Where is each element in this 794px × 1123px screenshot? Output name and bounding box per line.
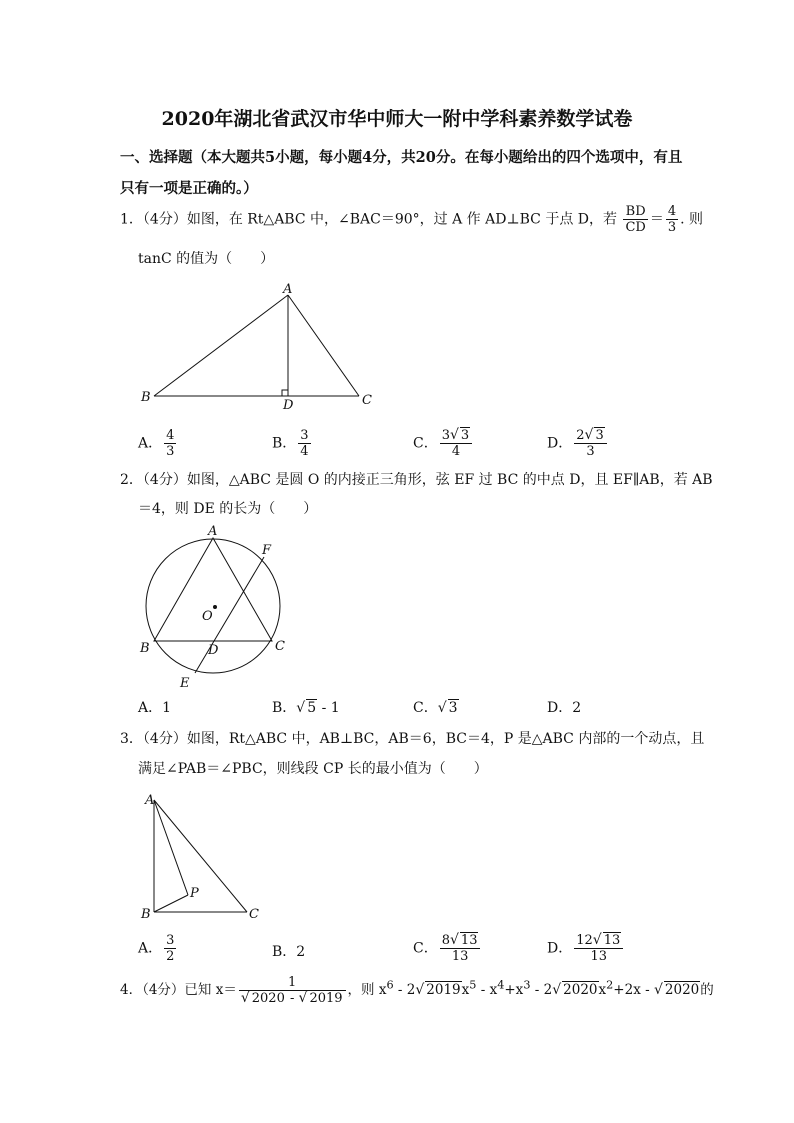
q4-rad2: 2020 [563,982,598,998]
q1-val-den: 3 [667,220,677,235]
q2-label-f: F [262,543,272,558]
q3-option-b-value: 2 [296,944,306,960]
q1-text-b: . 则 [680,211,704,228]
q1-label-c: C [362,393,372,408]
q1-option-c-coef: 3 [441,428,450,443]
q4-t3: - x [476,982,498,998]
page-title: 2020年湖北省武汉市华中师大一附中学科素养数学试卷 [161,108,633,130]
q2-option-d-value: 2 [572,700,582,716]
q2-option-b-rest: - 1 [317,700,340,716]
q1-option-b-num: 3 [300,428,309,443]
q2-option-b-radicand: 5 [307,700,317,716]
radical-sign-icon: √ [296,700,306,716]
q1-option-d-den: 3 [586,444,595,459]
q1-label-b: B [141,390,151,405]
radical-sign-icon: √ [552,982,562,998]
radical-sign-icon: √ [653,982,663,998]
radical-sign-icon: √ [584,427,594,443]
q3-option-c-den: 13 [451,949,469,964]
radical-sign-icon: √ [240,990,250,1006]
q2-label-o: O [202,609,213,624]
q3-segment-ap [154,800,188,895]
q2-label-e: E [180,676,190,691]
q2-option-b-label: B． [272,700,297,716]
q3-option-c-fraction [440,933,481,964]
q4-t4: +x [504,982,524,998]
radical-sign-icon: √ [415,982,425,998]
radical-sign-icon: √ [450,932,459,948]
q3-option-c-coef: 8 [441,933,450,948]
q1-option-a-num: 4 [166,428,175,443]
q3-option-a[interactable] [138,933,178,964]
q1-option-d-radicand: 3 [595,428,604,443]
q3-label-c: C [249,907,259,922]
q3-side-ac [154,800,247,912]
q1-option-b-label: B． [272,435,297,452]
q4-exp3: 3 [523,978,531,992]
q2-stem-line1: 2．（4分）如图，△ABC 是圆 O 的内接正三角形，弦 EF 过 BC 的中点 D，且 EF∥AB，若 AB [120,472,713,488]
q3-option-d-radicand: 13 [603,933,621,948]
q3-label-a: A [145,793,155,808]
q3-option-a-num: 3 [166,933,175,948]
q4-mid: ，则 x [347,982,387,998]
q1-ratio-den: CD [625,220,646,235]
q4-t2: x [461,982,470,998]
q4-t8: 的 [700,982,714,998]
q3-option-d-coef: 12 [576,933,593,948]
q2-option-a-value: 1 [162,700,172,716]
q4-stem-line1 [120,975,714,1006]
q2-label-a: A [208,524,218,539]
q1-option-c-radicand: 3 [460,428,470,443]
q3-option-d-label: D． [547,940,573,957]
q1-option-d-label: D． [547,435,573,452]
q4-den-rad1: 2020 [251,991,285,1006]
q3-option-b[interactable] [272,941,305,961]
q1-stem-line2: tanC 的值为（ ） [138,251,275,267]
q3-option-c[interactable] [413,933,482,964]
q3-option-c-label: C． [413,940,438,957]
q3-label-b: B [141,907,151,922]
q1-option-b-den: 4 [300,444,309,459]
q1-option-a-label: A． [138,435,163,452]
q4-exp6: 6 [386,978,394,992]
q4-t1: - 2 [393,982,416,998]
q3-option-a-fraction [164,933,176,964]
q2-label-d: D [208,643,219,658]
q3-label-p: P [190,886,199,901]
q3-option-d-den: 13 [590,949,608,964]
q2-stem-line2: ＝4，则 DE 的长为（ ） [138,501,318,517]
q1-option-a-den: 3 [166,444,175,459]
q3-option-c-radicand: 13 [460,933,478,948]
radical-sign-icon: √ [592,932,602,948]
q2-option-c-label: C． [413,700,438,716]
q3-option-d-fraction [574,933,623,964]
radical-sign-icon: √ [450,427,459,443]
q3-stem-line2: 满足∠PAB＝∠PBC，则线段 CP 长的最小值为（ ） [138,761,488,777]
q4-t5: - 2 [530,982,553,998]
q1-text-a: 1．（4分）如图，在 Rt△ABC 中，∠BAC＝90°，过 A 作 AD⊥BC 于点 D，若 [120,211,618,228]
q1-option-c-label: C． [413,435,438,452]
q4-den-minus: - [285,991,299,1006]
q2-label-b: B [140,641,150,656]
q4-rad3: 2020 [664,982,700,998]
q2-label-c: C [275,639,285,654]
q4-exp2: 2 [606,978,614,992]
q1-eq: ＝ [649,211,664,228]
q3-option-b-label: B． [272,944,297,960]
q4-exp4: 4 [497,978,505,992]
q4-x-fraction [239,975,346,1006]
q4-rad1: 2019 [426,982,461,998]
q3-stem-line1: 3．（4分）如图，Rt△ABC 中，AB⊥BC，AB＝6，BC＝4，P 是△ABC 内部的一个动点，且 [120,731,705,747]
q1-label-a: A [283,282,293,297]
q4-den-rad2: 2019 [309,991,343,1006]
q2-option-a-label: A． [138,700,163,716]
q1-val-num: 4 [667,204,677,219]
q3-option-d[interactable] [547,933,625,964]
q3-option-a-label: A． [138,940,163,957]
q4-exp5: 5 [469,978,477,992]
radical-sign-icon: √ [298,990,308,1006]
q3-segment-bp [154,895,188,912]
section-header-line2: 只有一项是正确的。） [120,180,258,197]
q1-label-d: D [283,398,294,413]
q4-frac-num: 1 [239,975,346,991]
q1-option-d-coef: 2 [576,428,585,443]
section-header-line1: 一、选择题（本大题共5小题，每小题4分，共20分。在每小题给出的四个选项中，有且 [120,149,683,166]
q1-ratio-num: BD [623,204,647,220]
radical-sign-icon: √ [437,700,447,716]
q2-option-c-radicand: 3 [448,700,458,716]
q3-option-a-den: 2 [166,949,175,964]
q4-t6: x [598,982,607,998]
q4-t7: +2x - [613,982,654,998]
q2-option-d-label: D． [547,700,573,716]
q4-prefix: 4．（4分）已知 x＝ [120,982,237,998]
q1-option-c-den: 4 [451,444,461,459]
